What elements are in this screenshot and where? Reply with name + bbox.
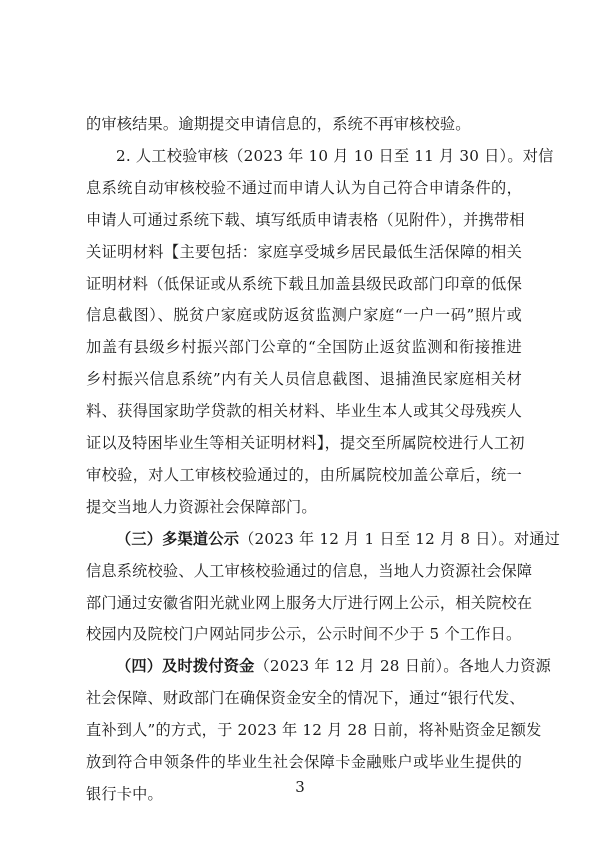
line-text: 证明材料（低保证或从系统下载且加盖县级民政部门印章的低保 bbox=[86, 274, 522, 293]
text-line bbox=[86, 210, 525, 230]
line-text: 提交当地人力资源社会保障部门。 bbox=[86, 497, 317, 516]
text-line bbox=[86, 720, 542, 740]
line-text: 息系统自动审核校验不通过而申请人认为自己符合申请条件的， bbox=[86, 178, 522, 197]
text-line bbox=[86, 178, 522, 198]
text-line bbox=[86, 114, 522, 134]
text-line bbox=[116, 529, 561, 549]
line-text: 社会保障、财政部门在确保资金安全的情况下，通过“银行代发、 bbox=[86, 689, 525, 708]
text-line bbox=[86, 337, 522, 357]
line-text: 信息截图）、脱贫户家庭或防返贫监测户家庭“一户一码”照片或 bbox=[86, 306, 522, 325]
text-line bbox=[86, 242, 522, 262]
line-text: 校园内及院校门户网站同步公示，公示时间不少于 5 个工作日。 bbox=[86, 625, 522, 644]
line-text: 申请人可通过系统下载、填写纸质申请表格（见附件），并携带相 bbox=[86, 210, 525, 229]
line-text: 证以及特困毕业生等相关证明材料】，提交至所属院校进行人工初 bbox=[86, 434, 525, 452]
text-line bbox=[116, 656, 551, 676]
section-heading: （四）及时拨付资金 bbox=[116, 657, 255, 676]
line-text: 加盖有县级乡村振兴部门公章的“全国防止返贫监测和衔接推进 bbox=[86, 338, 522, 357]
text-line bbox=[86, 305, 522, 325]
line-text: （2023 年 12 月 1 日至 12 月 8 日）。对通过 bbox=[239, 529, 561, 548]
text-line bbox=[86, 369, 522, 389]
text-line bbox=[116, 146, 554, 166]
line-text: 放到符合申领条件的毕业生社会保障卡金融账户或毕业生提供的 bbox=[86, 753, 522, 771]
line-text: 料、获得国家助学贷款的相关材料、毕业生本人或其父母残疾人 bbox=[86, 402, 522, 421]
text-line bbox=[86, 433, 525, 453]
line-text: 审校验，对人工审核校验通过的，由所属院校加盖公章后，统一 bbox=[86, 465, 522, 484]
line-text: 信息系统校验、人工审核校验通过的信息，当地人力资源社会保障 bbox=[86, 561, 533, 580]
text-line bbox=[86, 274, 522, 294]
text-line bbox=[86, 593, 533, 613]
text-line bbox=[86, 497, 522, 517]
text-line bbox=[86, 624, 522, 644]
text-line bbox=[86, 688, 525, 708]
line-text: 部门通过安徽省阳光就业网上服务大厅进行网上公示，相关院校在 bbox=[86, 593, 533, 612]
line-text: 的审核结果。逾期提交申请信息的，系统不再审核校验。 bbox=[86, 115, 471, 133]
line-text: 2. 人工校验审核（2023 年 10 月 10 日至 11 月 30 日）。对信 bbox=[116, 146, 554, 165]
text-line bbox=[86, 752, 522, 772]
line-text: （2023 年 12 月 28 日前）。各地人力资源 bbox=[254, 657, 551, 676]
text-line bbox=[86, 401, 522, 421]
line-text: 银行卡中。 bbox=[86, 784, 163, 803]
section-heading: （三）多渠道公示 bbox=[116, 529, 240, 548]
text-line bbox=[86, 561, 533, 581]
line-text: 乡村振兴信息系统”内有关人员信息截图、退捕渔民家庭相关材 bbox=[86, 370, 522, 389]
page-number: 3 bbox=[295, 778, 305, 796]
line-text: 直补到人”的方式，于 2023 年 12 月 28 日前，将补贴资金足额发 bbox=[86, 721, 542, 740]
line-text: 关证明材料【主要包括：家庭享受城乡居民最低生活保障的相关 bbox=[86, 242, 522, 261]
text-line bbox=[86, 465, 522, 485]
